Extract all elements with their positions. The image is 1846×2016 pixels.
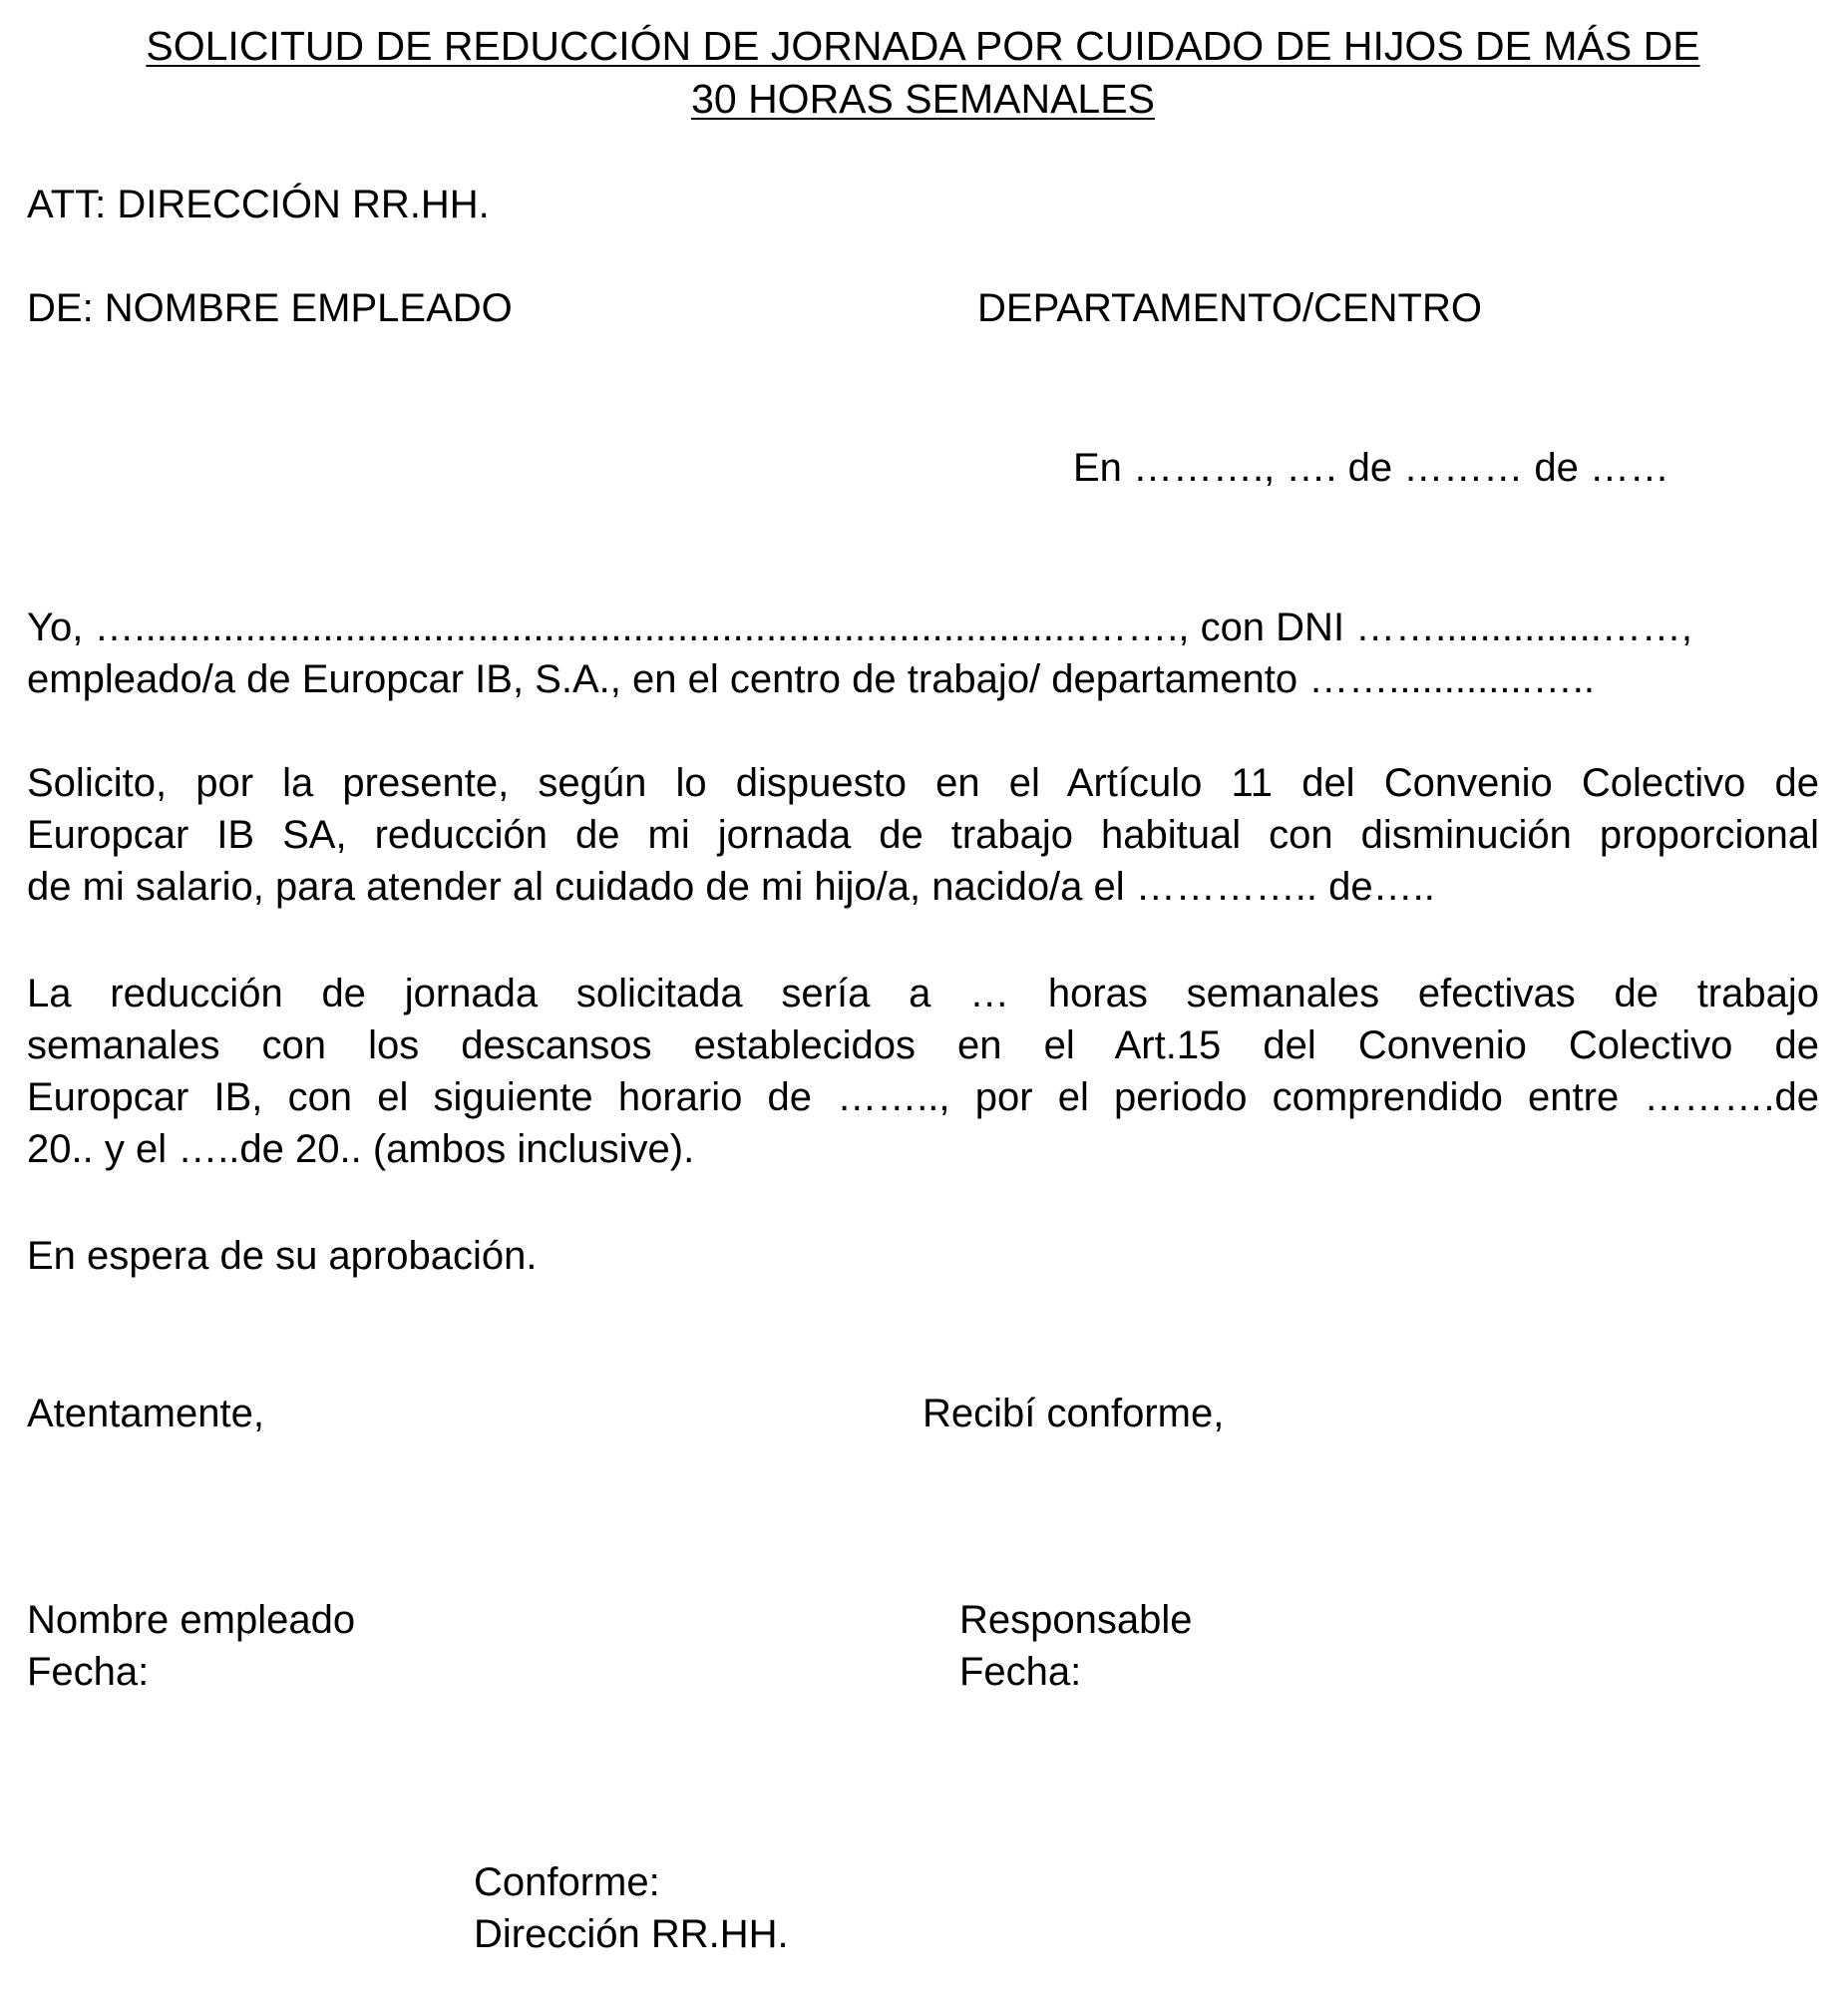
paragraph-identification (27, 602, 1819, 705)
from-employee-name: DE: NOMBRE EMPLEADO (27, 286, 513, 330)
paragraph-identification-line-1: Yo, …......................................................................................……., con DNI ……...............……, (27, 605, 1692, 649)
manager-signature-date: Fecha: (959, 1650, 1082, 1694)
paragraph-reduction (27, 968, 1819, 1175)
hr-approval-name: Dirección RR.HH. (474, 1912, 789, 1956)
paragraph-reduction-line-3: Europcar IB, con el siguiente horario de …….., por el periodo comprendido entre ……….de (27, 1075, 1819, 1119)
paragraph-reduction-line-4: 20.. y el …..de 20.. (ambos inclusive). (27, 1127, 695, 1171)
paragraph-request (27, 757, 1819, 913)
employee-signature-date: Fecha: (27, 1650, 150, 1694)
manager-signature-name: Responsable (959, 1598, 1193, 1642)
right-salutation: Recibí conforme, (923, 1392, 1225, 1435)
place-date-line: En ………., …. de ……… de …… (1073, 446, 1669, 490)
paragraph-request-line-2: Europcar IB SA, reducción de mi jornada de trabajo habitual con disminución proporcional (27, 813, 1819, 857)
document-title (40, 20, 1806, 126)
paragraph-reduction-line-2: semanales con los descansos establecidos en el Art.15 del Convenio Colectivo de (27, 1023, 1819, 1067)
title-line-1: SOLICITUD DE REDUCCIÓN DE JORNADA POR CUIDADO DE HIJOS DE MÁS DE (146, 23, 1700, 69)
attention-line: ATT: DIRECCIÓN RR.HH. (27, 183, 490, 226)
paragraph-request-line-3: de mi salario, para atender al cuidado de mi hijo/a, nacido/a el ………….. de….. (27, 865, 1435, 909)
employee-signature-name: Nombre empleado (27, 1598, 356, 1642)
closing-line: En espera de su aprobación. (27, 1234, 538, 1278)
left-salutation: Atentamente, (27, 1392, 264, 1435)
title-line-2: 30 HORAS SEMANALES (691, 76, 1155, 122)
paragraph-request-line-1: Solicito, por la presente, según lo dispuesto en el Artículo 11 del Convenio Colectivo de (27, 761, 1819, 805)
paragraph-identification-line-2: empleado/a de Europcar IB, S.A., en el centro de trabajo/ departamento …….............….. (27, 657, 1595, 701)
hr-approval-label: Conforme: (474, 1860, 660, 1904)
from-department: DEPARTAMENTO/CENTRO (977, 286, 1482, 330)
paragraph-reduction-line-1: La reducción de jornada solicitada sería a … horas semanales efectivas de trabajo (27, 972, 1819, 1015)
